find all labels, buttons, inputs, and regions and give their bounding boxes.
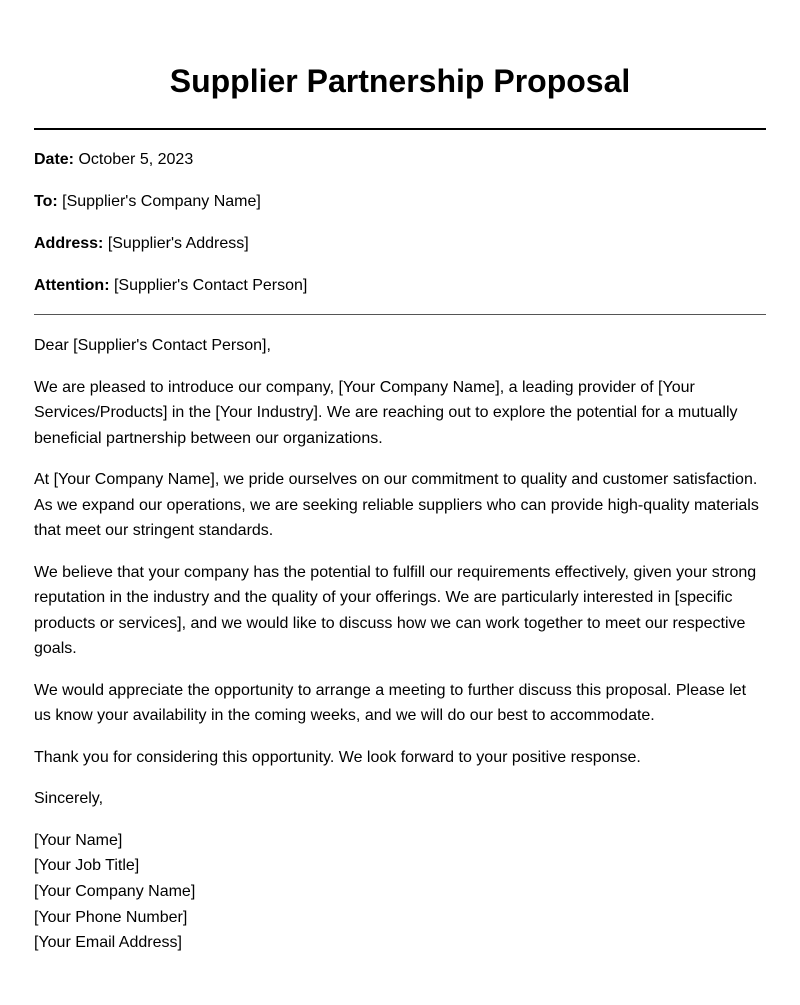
body-paragraph-introduction: We are pleased to introduce our company, [Your Company Name], a leading provider of [Your Services/Products] in the [Your Industry]. We are reaching out to explore the potential for a mutually beneficial partnership between our organizations. (34, 378, 738, 447)
signature-phone: [Your Phone Number] (34, 908, 188, 926)
letter-body (34, 333, 766, 812)
signature-company: [Your Company Name] (34, 882, 196, 900)
date-value: October 5, 2023 (78, 151, 194, 168)
to-label: To: (34, 193, 58, 210)
to-field (34, 192, 766, 212)
address-label: Address: (34, 235, 104, 252)
signature-block (34, 828, 766, 957)
signature-name: [Your Name] (34, 831, 123, 849)
greeting: Dear [Supplier's Contact Person], (34, 337, 271, 354)
header-divider (34, 314, 766, 315)
body-paragraph-thanks: Thank you for considering this opportunity. We look forward to your positive response. (34, 748, 641, 766)
signature-email: [Your Email Address] (34, 934, 182, 952)
attention-field (34, 276, 766, 296)
address-field (34, 234, 766, 254)
closing: Sincerely, (34, 790, 104, 807)
date-field (34, 150, 766, 170)
date-label: Date: (34, 151, 75, 168)
body-paragraph-meeting-request: We would appreciate the opportunity to arrange a meeting to further discuss this proposal. Please let us know your availability in the coming weeks, and we will do our best to accommodate. (34, 681, 747, 724)
letter-header-fields (34, 150, 766, 296)
body-paragraph-commitment: At [Your Company Name], we pride ourselves on our commitment to quality and customer satisfaction. As we expand our operations, we are seeking reliable suppliers who can provide high-quality materials that meet our stringent standards. (34, 471, 759, 539)
attention-value: [Supplier's Contact Person] (113, 277, 308, 294)
address-value: [Supplier's Address] (107, 235, 249, 252)
body-paragraph-interest: We believe that your company has the potential to fulfill our requirements effectively, given your strong reputation in the industry and the quality of your offerings. We are particularly interested in [specific products or services], and we would like to discuss how we can work together to meet our respective goals. (34, 563, 757, 657)
to-value: [Supplier's Company Name] (62, 193, 261, 210)
document-title: Supplier Partnership Proposal (169, 63, 631, 99)
title-divider (34, 128, 766, 130)
signature-job-title: [Your Job Title] (34, 857, 140, 875)
attention-label: Attention: (34, 277, 110, 294)
